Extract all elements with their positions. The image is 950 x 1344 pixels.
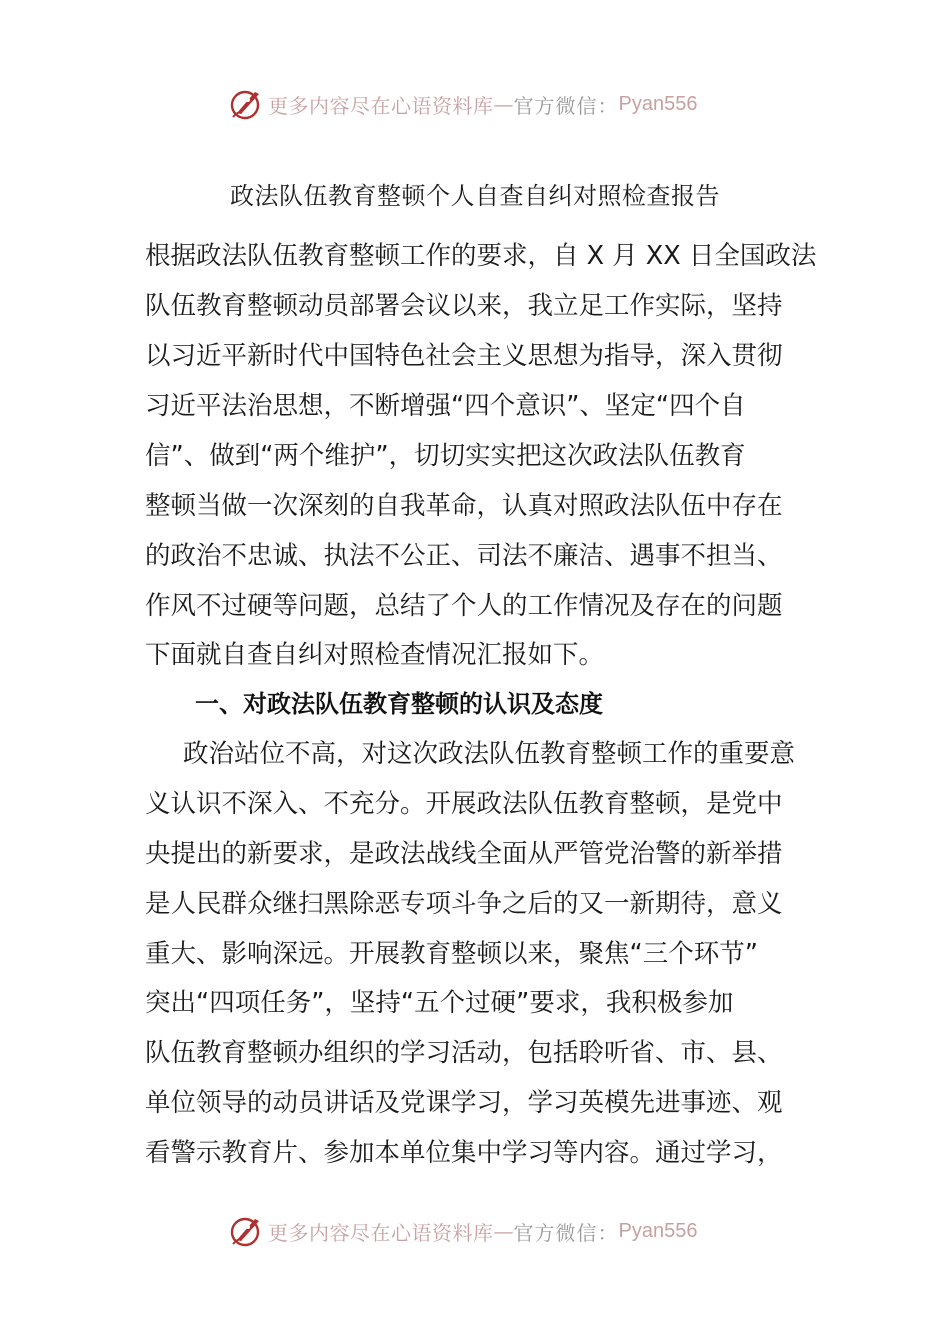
- paragraph-line: 下面就自查自纠对照检查情况汇报如下。: [145, 640, 605, 670]
- watermark-banner-top: [0, 84, 950, 124]
- paragraph-line: 是人民群众继扫黑除恶专项斗争之后的又一新期待，意义: [145, 889, 783, 919]
- paragraph-line: 队伍教育整顿办组织的学习活动，包括聆听省、市、县、: [145, 1038, 783, 1068]
- paragraph-line: 义认识不深入、不充分。开展政法队伍教育整顿，是党中: [145, 789, 783, 819]
- watermark-text: 更多内容尽在心语资料库: [268, 1220, 494, 1245]
- watermark-content: [228, 1211, 697, 1251]
- paragraph-line: 信”、做到“两个维护”，切切实实把这次政法队伍教育: [145, 441, 746, 471]
- watermark-label: 官方微信：: [513, 93, 619, 118]
- watermark-separator: —: [493, 92, 514, 116]
- paragraph-line: 以习近平新时代中国特色社会主义思想为指导，深入贯彻: [145, 341, 783, 371]
- paragraph-line: 看警示教育片、参加本单位集中学习等内容。通过学习，: [145, 1138, 783, 1168]
- paragraph-line: 队伍教育整顿动员部署会议以来，我立足工作实际，坚持: [145, 291, 783, 321]
- paragraph-line: 重大、影响深远。开展教育整顿以来，聚焦“三个环节”: [145, 939, 758, 969]
- paragraph-line: 习近平法治思想，不断增强“四个意识”、坚定“四个自: [145, 391, 746, 421]
- document-title: 政法队伍教育整顿个人自查自纠对照检查报告: [230, 182, 720, 210]
- quill-logo-icon: [228, 1213, 264, 1249]
- paragraph-line: 单位领导的动员讲话及党课学习，学习英模先进事迹、观: [145, 1088, 783, 1118]
- watermark-banner-bottom: [0, 1211, 950, 1251]
- watermark-content: [228, 84, 697, 124]
- watermark-id: Pyan556: [618, 92, 698, 115]
- watermark-id: Pyan556: [618, 1219, 698, 1242]
- watermark-separator: —: [493, 1219, 514, 1243]
- watermark-label: 官方微信：: [513, 1220, 619, 1245]
- paragraph-line: 整顿当做一次深刻的自我革命，认真对照政法队伍中存在: [145, 491, 783, 521]
- paragraph-line: 作风不过硬等问题，总结了个人的工作情况及存在的问题: [145, 591, 783, 621]
- paragraph-line: 的政治不忠诚、执法不公正、司法不廉洁、遇事不担当、: [145, 541, 783, 571]
- paragraph-line: 突出“四项任务”，坚持“五个过硬”要求，我积极参加: [145, 988, 734, 1018]
- quill-logo-icon: [228, 86, 264, 122]
- paragraph-line: 政治站位不高，对这次政法队伍教育整顿工作的重要意: [183, 739, 796, 769]
- paragraph-line: 根据政法队伍教育整顿工作的要求，自 X 月 XX 日全国政法: [145, 241, 817, 271]
- watermark-text: 更多内容尽在心语资料库: [268, 93, 494, 118]
- section-heading: 一、对政法队伍教育整顿的认识及态度: [195, 690, 603, 718]
- paragraph-line: 央提出的新要求，是政法战线全面从严管党治警的新举措: [145, 839, 783, 869]
